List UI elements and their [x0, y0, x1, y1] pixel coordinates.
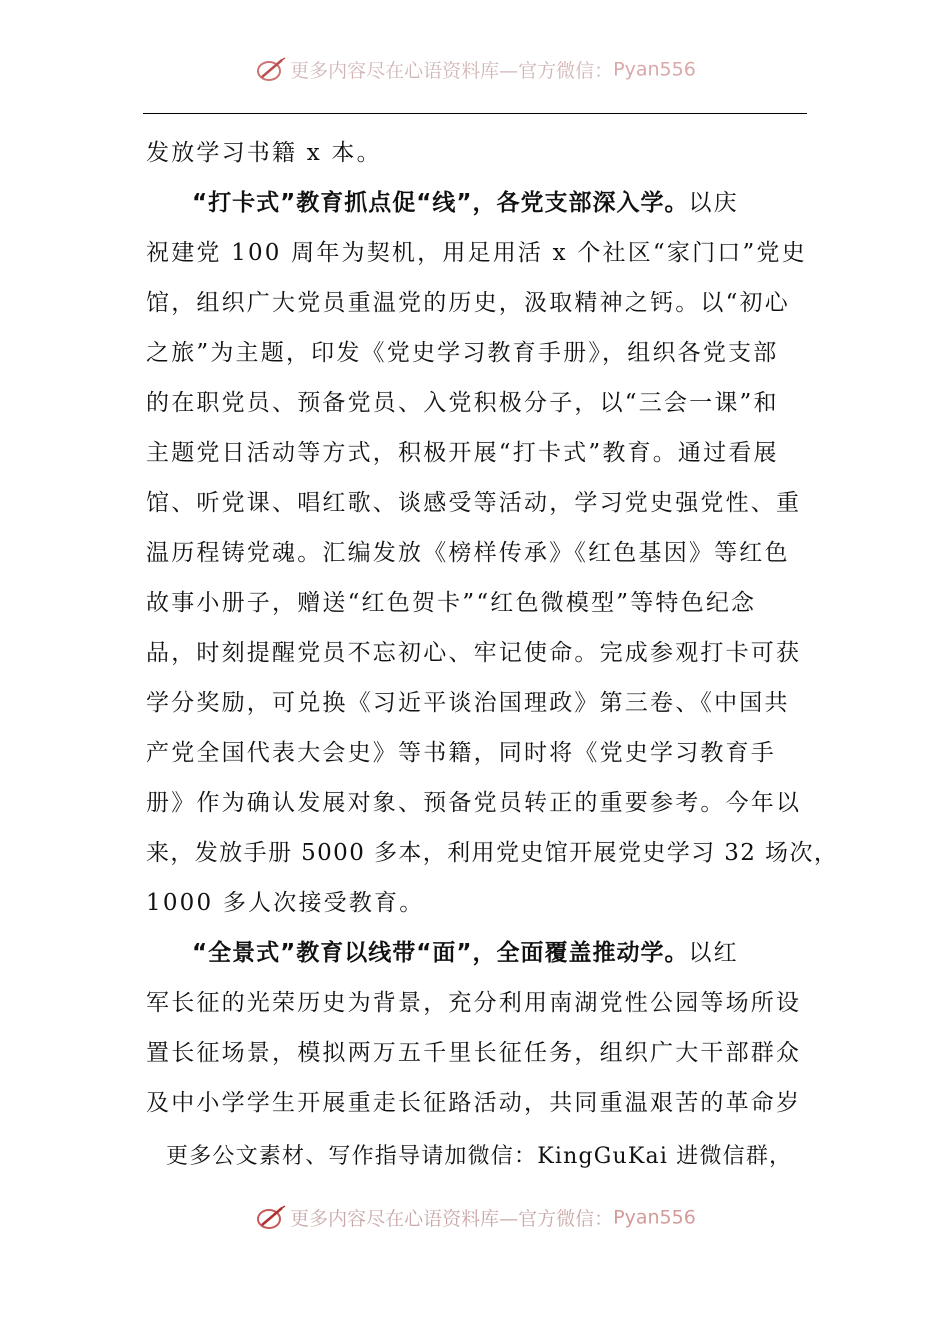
body-line: 发放学习书籍 x 本。	[146, 140, 382, 166]
quill-logo-icon	[254, 1205, 288, 1231]
body-line: 册》作为确认发展对象、预备党员转正的重要参考。今年以	[146, 790, 802, 816]
body-line: 祝建党 100 周年为契机，用足用活 x 个社区“家门口”党史	[146, 240, 807, 266]
section-lead-heading: “全景式”教育以线带“面”，全面覆盖推动学。	[192, 940, 689, 966]
body-line: 故事小册子，赠送“红色贺卡”“红色微模型”等特色纪念	[146, 590, 757, 616]
watermark-text: 更多内容尽在心语资料库—官方微信：	[290, 1208, 614, 1230]
header-watermark	[0, 56, 950, 83]
body-line: 1000 多人次接受教育。	[146, 890, 425, 916]
section-lead-heading: “打卡式”教育抓点促“线”，各党支部深入学。	[192, 190, 689, 216]
watermark-wechat-id: Pyan556	[613, 1206, 696, 1229]
body-line: 学分奖励，可兑换《习近平谈治国理政》第三卷、《中国共	[146, 690, 790, 716]
body-line: 馆，组织广大党员重温党的历史，汲取精神之钙。以“初心	[146, 290, 790, 316]
watermark-wechat-id: Pyan556	[613, 58, 696, 81]
header-divider	[143, 113, 807, 114]
body-line: 之旅”为主题，印发《党史学习教育手册》，组织各党支部	[146, 340, 779, 366]
body-line: 温历程铸党魂。汇编发放《榜样传承》《红色基因》等红色	[146, 540, 790, 566]
body-line: 军长征的光荣历史为背景，充分利用南湖党性公园等场所设	[146, 990, 802, 1016]
body-line: 的在职党员、预备党员、入党积极分子，以“三会一课”和	[146, 390, 779, 416]
section-heading-line: “打卡式”教育抓点促“线”，各党支部深入学。以庆	[192, 190, 739, 216]
document-body	[146, 128, 839, 1128]
body-line: 及中小学学生开展重走长征路活动，共同重温艰苦的革命岁	[146, 1090, 802, 1116]
body-line: 品，时刻提醒党员不忘初心、牢记使命。完成参观打卡可获	[146, 640, 802, 666]
section-heading-line: “全景式”教育以线带“面”，全面覆盖推动学。以红	[192, 940, 739, 966]
quill-logo-icon	[254, 57, 288, 83]
body-line: 来，发放手册 5000 多本，利用党史馆开展党史学习 32 场次，	[146, 840, 839, 866]
body-line: 主题党日活动等方式，积极开展“打卡式”教育。通过看展	[146, 440, 779, 466]
body-line: 产党全国代表大会史》等书籍，同时将《党史学习教育手	[146, 740, 776, 766]
body-line: 置长征场景，模拟两万五千里长征任务，组织广大干部群众	[146, 1040, 802, 1066]
footer-note: 更多公文素材、写作指导请加微信：KingGuKai 进微信群，	[166, 1144, 793, 1169]
body-line: 馆、听党课、唱红歌、谈感受等活动，学习党史强党性、重	[146, 490, 802, 516]
watermark-text: 更多内容尽在心语资料库—官方微信：	[290, 60, 614, 82]
footer-watermark	[0, 1204, 950, 1231]
